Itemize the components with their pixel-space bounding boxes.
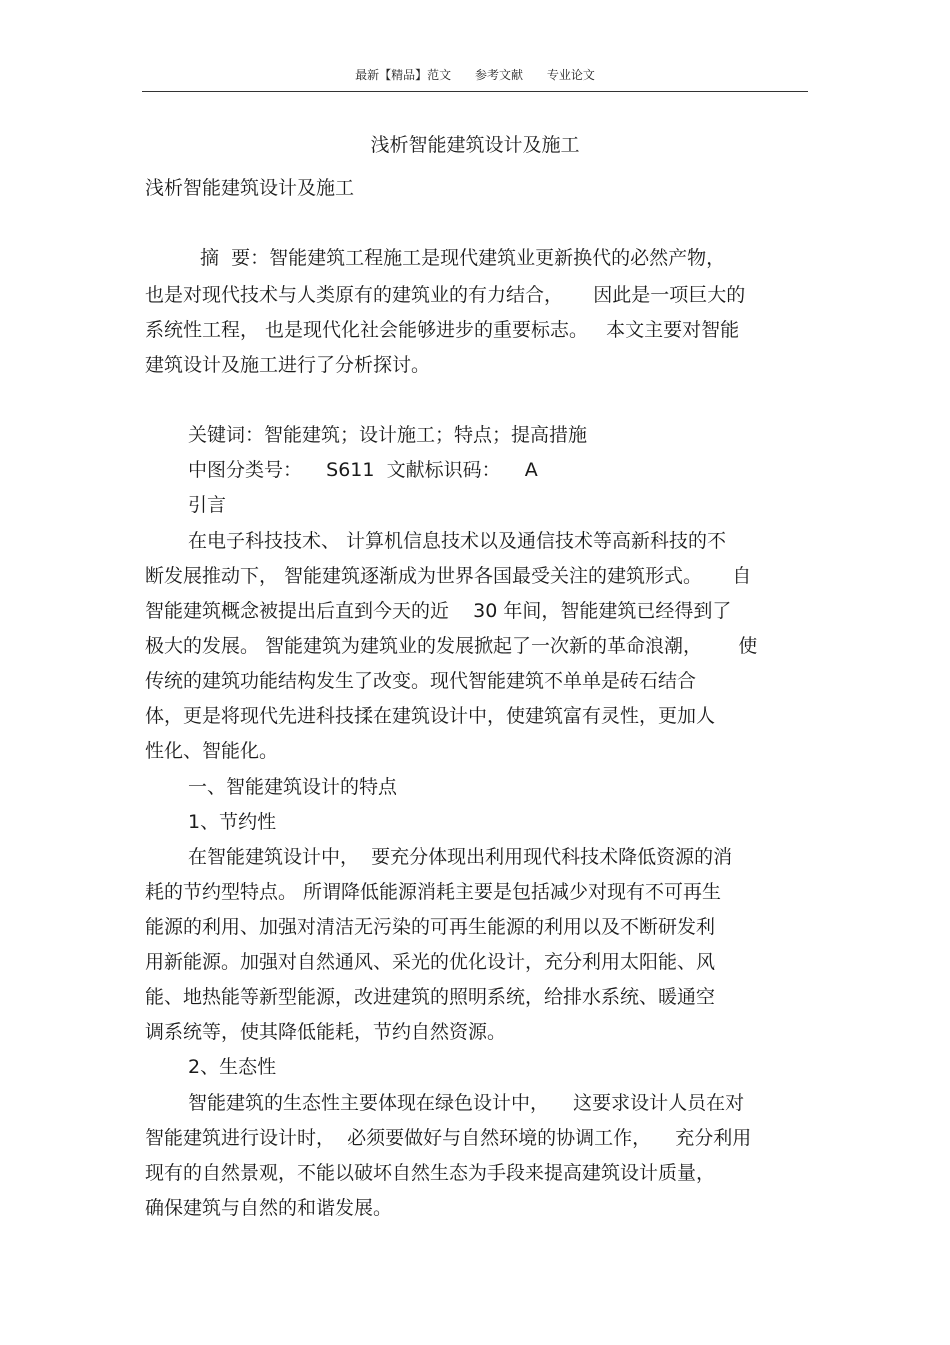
body-line: 在智能建筑设计中， 要充分体现出利用现代科技术降低资源的消 bbox=[188, 846, 733, 868]
body-line: 确保建筑与自然的和谐发展。 bbox=[145, 1197, 393, 1219]
abstract-line: 系统性工程， 也是现代化社会能够进步的重要标志。 本文主要对智能 bbox=[145, 319, 740, 341]
body-line: 能源的利用、加强对清洁无污染的可再生能源的利用以及不断研发利 bbox=[145, 916, 716, 938]
body-line: 智能建筑概念被提出后直到今天的近 30 年间，智能建筑已经得到了 bbox=[145, 600, 732, 622]
body-line: 智能建筑的生态性主要体现在绿色设计中， 这要求设计人员在对 bbox=[188, 1092, 745, 1114]
section-heading: 引言 bbox=[188, 494, 227, 516]
body-line: 在电子科技技术、 计算机信息技术以及通信技术等高新科技的不 bbox=[188, 530, 727, 552]
body-line: 性化、智能化。 bbox=[145, 740, 279, 762]
body-line: 断发展推动下， 智能建筑逐渐成为世界各国最受关注的建筑形式。 自 bbox=[145, 565, 752, 587]
classification-line: 中图分类号： S611 文献标识码： A bbox=[188, 459, 538, 481]
subsection-heading: 2、生态性 bbox=[188, 1056, 277, 1078]
abstract-line: 建筑设计及施工进行了分析探讨。 bbox=[145, 354, 431, 376]
body-line: 能、地热能等新型能源，改进建筑的照明系统，给排水系统、暖通空 bbox=[145, 986, 716, 1008]
page-header bbox=[0, 66, 950, 83]
body-line: 极大的发展。 智能建筑为建筑业的发展掀起了一次新的革命浪潮， 使 bbox=[145, 635, 758, 657]
header-item: 参考文献 bbox=[474, 68, 523, 82]
section-heading: 一、智能建筑设计的特点 bbox=[188, 776, 398, 798]
body-line: 传统的建筑功能结构发生了改变。现代智能建筑不单单是砖石结合 bbox=[145, 670, 697, 692]
body-line: 现有的自然景观，不能以破坏自然生态为手段来提高建筑设计质量， bbox=[145, 1162, 716, 1184]
keywords-line: 关键词：智能建筑；设计施工；特点；提高措施 bbox=[188, 424, 588, 446]
body-line: 体，更是将现代先进科技揉在建筑设计中，使建筑富有灵性，更加人 bbox=[145, 705, 716, 727]
header-item: 最新【精品】范文 bbox=[355, 68, 452, 82]
abstract-line: 也是对现代技术与人类原有的建筑业的有力结合， 因此是一项巨大的 bbox=[145, 284, 746, 306]
header-item: 专业论文 bbox=[546, 68, 595, 82]
header-divider bbox=[142, 91, 808, 92]
body-line: 调系统等，使其降低能耗，节约自然资源。 bbox=[145, 1021, 507, 1043]
abstract-line: 摘 要：智能建筑工程施工是现代建筑业更新换代的必然产物， bbox=[200, 247, 726, 269]
subtitle-line: 浅析智能建筑设计及施工 bbox=[145, 177, 355, 199]
body-line: 智能建筑进行设计时， 必须要做好与自然环境的协调工作， 充分利用 bbox=[145, 1127, 752, 1149]
document-title: 浅析智能建筑设计及施工 bbox=[370, 134, 580, 156]
body-line: 用新能源。加强对自然通风、采光的优化设计，充分利用太阳能、风 bbox=[145, 951, 716, 973]
subsection-heading: 1、节约性 bbox=[188, 811, 277, 833]
body-line: 耗的节约型特点。 所谓降低能源消耗主要是包括减少对现有不可再生 bbox=[145, 881, 722, 903]
